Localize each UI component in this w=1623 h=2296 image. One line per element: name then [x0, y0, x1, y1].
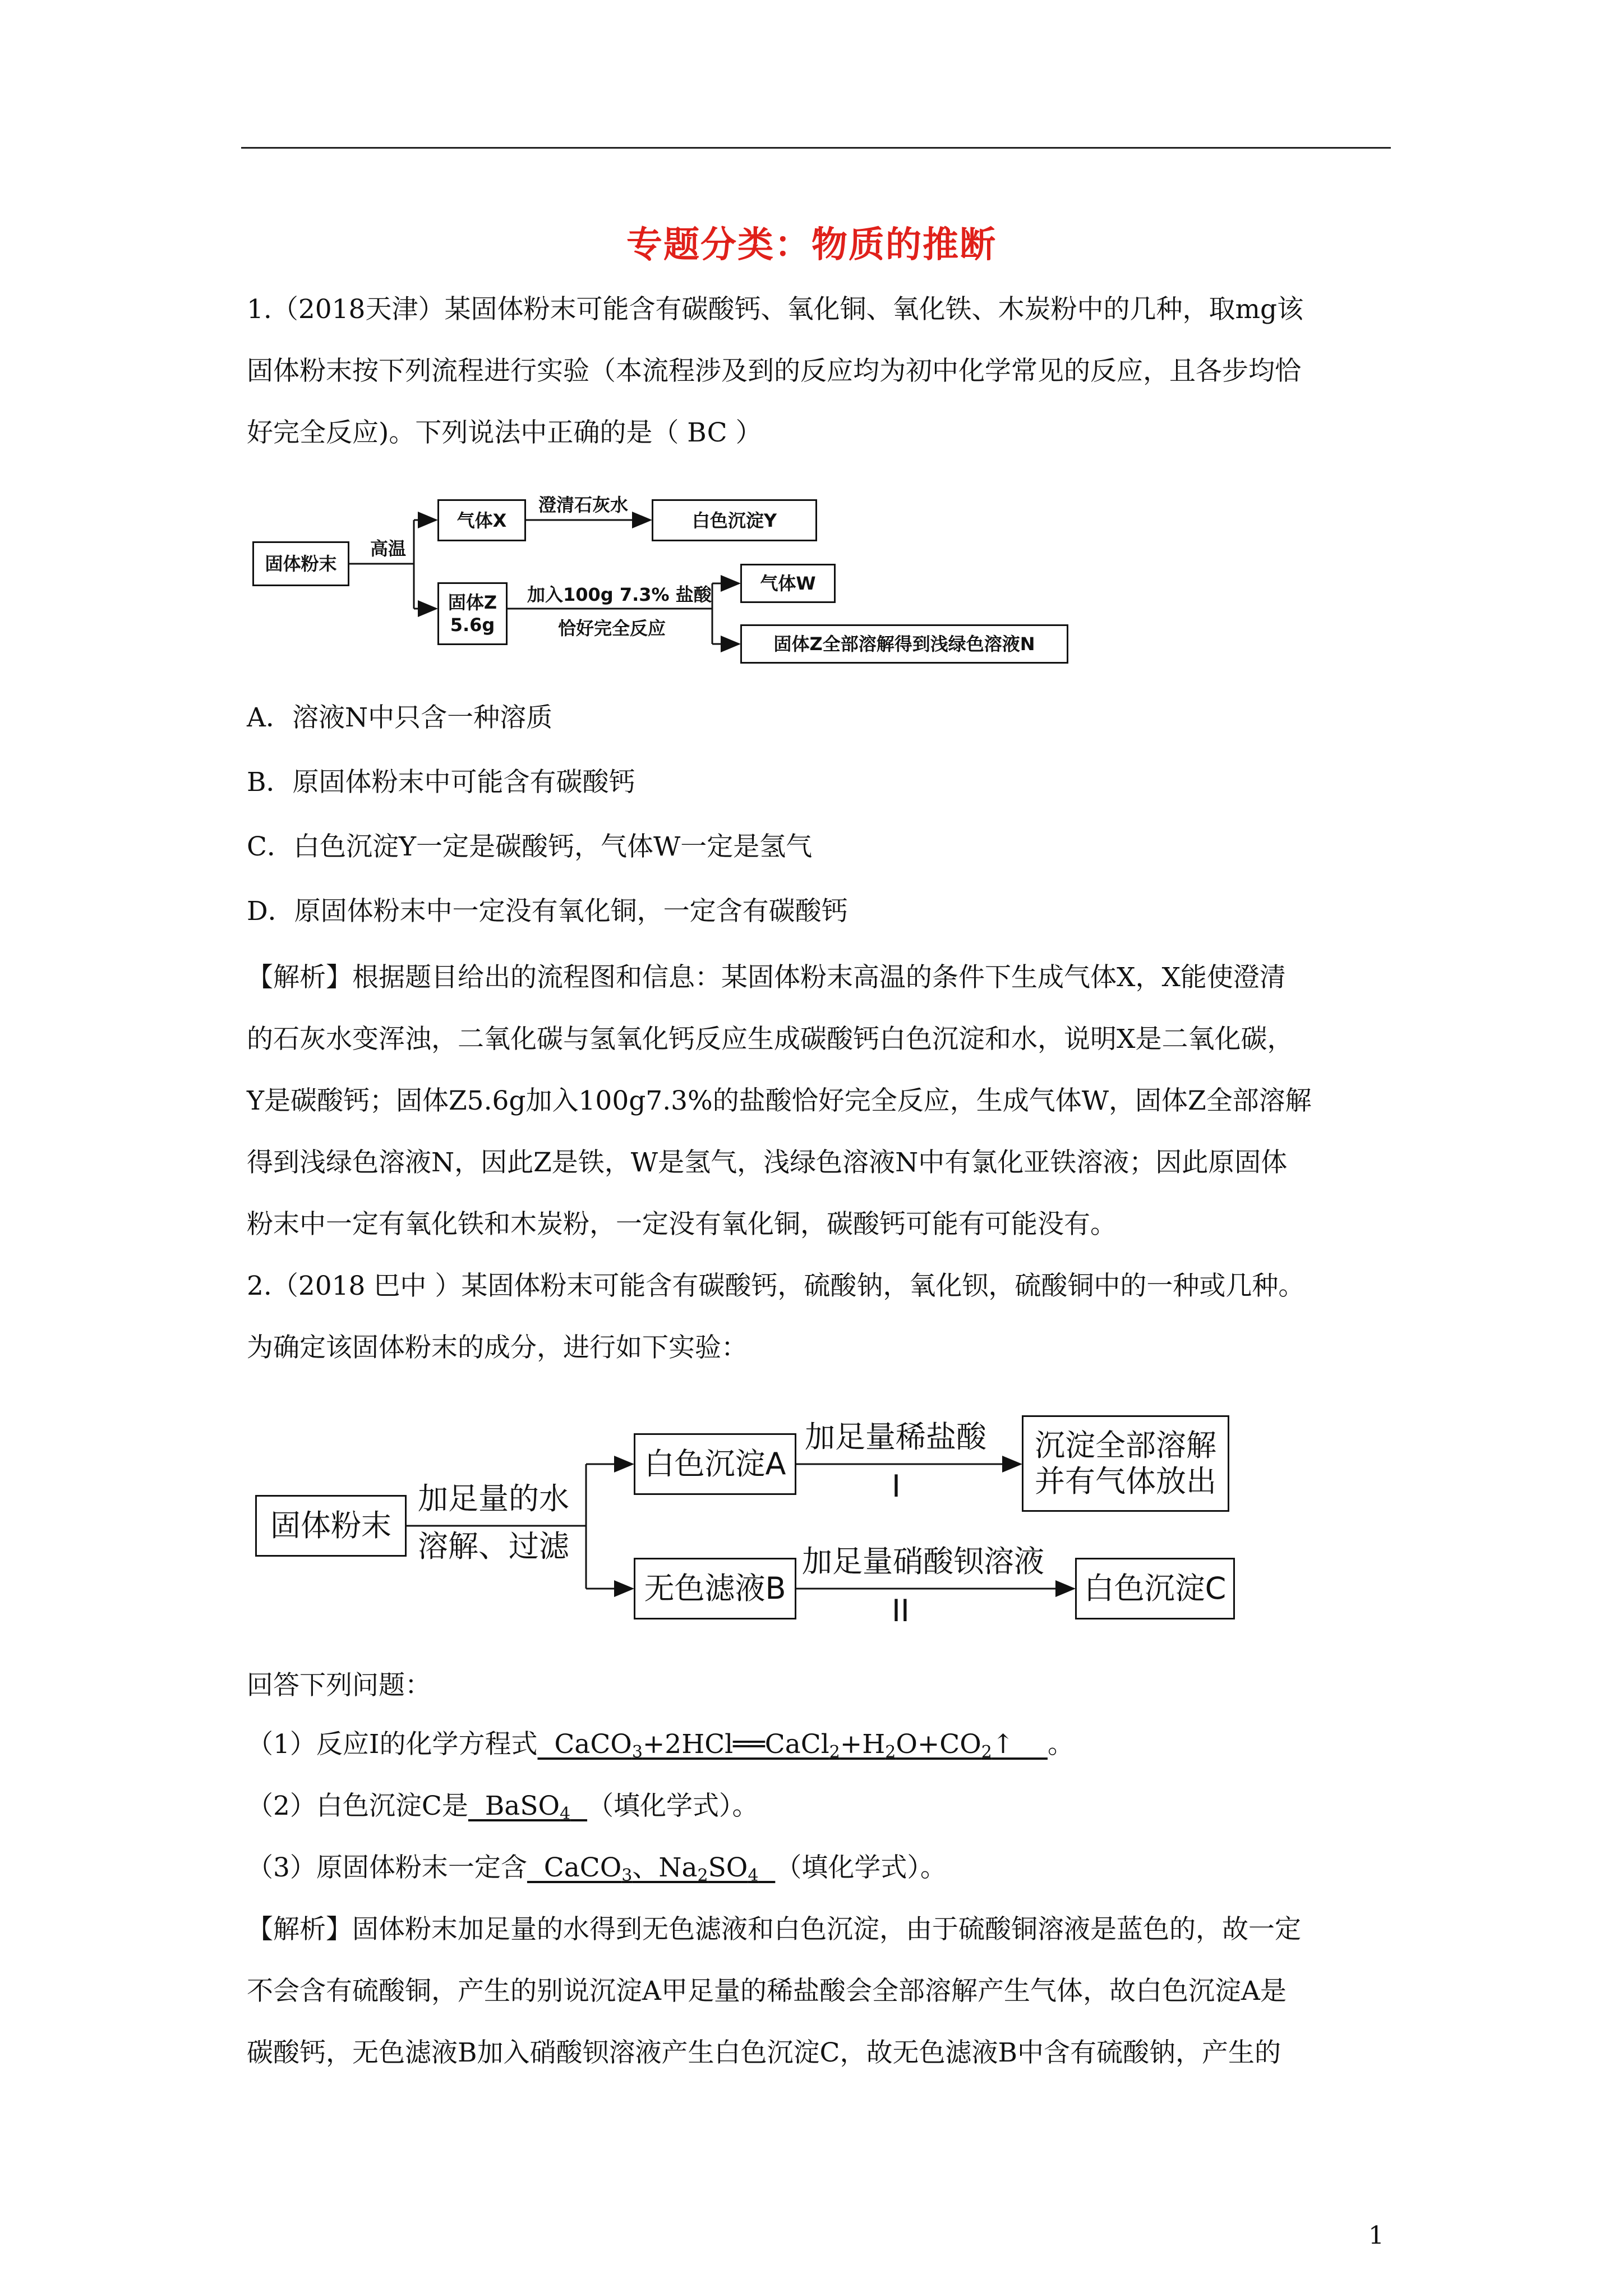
q2-line-2: 为确定该固体粉末的成分，进行如下实验：	[247, 1332, 748, 1363]
q2-box-white-ppt-c	[1075, 1558, 1235, 1619]
q1-option-a: A．溶液N中只含一种溶质	[247, 702, 553, 733]
q2-sub-1-answer: $CaCO_3+2HCl══CaCl_2+H_2O+CO_2↑$	[537, 1729, 1048, 1762]
q1-label-add-hcl: 加入100g 7.3% 盐酸	[527, 584, 712, 605]
q1-box-white-ppt-y	[652, 499, 817, 541]
q1-option-d: D．原固体粉末中一定没有氧化铜，一定含有碳酸钙	[247, 896, 848, 927]
q1-analysis-line-2: 的石灰水变浑浊，二氧化碳与氢氧化钙反应生成碳酸钙白色沉淀和水，说明X是二氧化碳，	[247, 1024, 1294, 1055]
q1-box-solution-n-label: 固体Z全部溶解得到浅绿色溶液N	[773, 633, 1035, 655]
q2-box-filtrate-b-label: 无色滤液B	[644, 1571, 786, 1606]
page-number: 1	[1368, 2221, 1384, 2250]
q1-analysis-line-4: 得到浅绿色溶液N，因此Z是铁，W是氢气，浅绿色溶液N中有氯化亚铁溶液；因此原固体	[247, 1147, 1288, 1178]
q1-box-gas-w-label: 气体W	[760, 573, 816, 594]
q2-label-add-hcl: 加足量稀盐酸	[805, 1419, 986, 1455]
q1-box-gas-x-label: 气体X	[457, 509, 507, 531]
q2-box-filtrate-b	[634, 1558, 796, 1619]
q1-line-1: 1.（2018天津）某固体粉末可能含有碳酸钙、氧化铜、氧化铁、木炭粉中的几种，取mg该	[247, 294, 1304, 325]
q2-sub-2-answer: BaSO$_4$	[468, 1791, 571, 1824]
q2-analysis-line-3: 碳酸钙，无色滤液B加入硝酸钡溶液产生白色沉淀C，故无色滤液B中含有硫酸钠，产生的	[247, 2037, 1281, 2068]
q1-box-solid-powder-label: 固体粉末	[265, 553, 337, 574]
q2-sub-3-prompt: （3）原固体粉末一定含	[247, 1852, 527, 1883]
q2-box-solid-powder-label: 固体粉末	[270, 1508, 391, 1543]
q2-analysis-line-2: 不会含有硫酸铜，产生的别说沉淀A甲足量的稀盐酸会全部溶解产生气体，故白色沉淀A是	[247, 1976, 1287, 2007]
q1-box-white-ppt-y-label: 白色沉淀Y	[691, 509, 777, 531]
q1-option-c: C．白色沉淀Y一定是碳酸钙，气体W一定是氢气	[247, 831, 813, 862]
q2-box-white-ppt-c-label: 白色沉淀C	[1083, 1571, 1227, 1606]
q2-sub-2-end: （填化学式）。	[587, 1791, 759, 1821]
q2-box-white-ppt-a-label: 白色沉淀A	[644, 1446, 786, 1481]
q1-label-high-temp: 高温	[370, 538, 407, 559]
q2-result-1-line-2: 并有气体放出	[1035, 1464, 1216, 1499]
q1-box-solid-z-mass: 5.6g	[450, 614, 495, 636]
page-title: 专题分类：物质的推断	[626, 224, 997, 266]
q1-label-exact: 恰好完全反应	[558, 618, 666, 639]
q1-box-gas-x	[437, 499, 526, 541]
q2-sub-3-answer: CaCO$_3$、$Na_2SO_4$	[527, 1852, 759, 1885]
q1-label-limewater: 澄清石灰水	[538, 494, 629, 516]
q2-label-dissolve-filter: 溶解、过滤	[418, 1529, 569, 1564]
q1-analysis-line-3: Y是碳酸钙；固体Z5.6g加入100g7.3%的盐酸恰好完全反应，生成气体W，固体Z全部溶解	[247, 1085, 1312, 1116]
q1-line-3: 好完全反应)。下列说法中正确的是（ BC ）	[247, 417, 762, 448]
q2-sub-1-prompt: （1）反应Ⅰ的化学方程式	[247, 1729, 538, 1760]
q2-ask: 回答下列问题：	[247, 1670, 431, 1701]
q2-box-result-1	[1022, 1415, 1229, 1512]
q2-sub-3	[247, 1851, 947, 1885]
q2-label-step-2: II	[892, 1593, 910, 1628]
q2-result-1-line-1: 沉淀全部溶解	[1035, 1428, 1216, 1463]
q2-label-add-water: 加足量的水	[418, 1481, 569, 1516]
q1-box-gas-w	[740, 564, 836, 603]
q2-sub-1	[247, 1728, 1074, 1761]
q2-analysis-line-1: 【解析】固体粉末加足量的水得到无色滤液和白色沉淀，由于硫酸铜溶液是蓝色的，故一定	[247, 1914, 1301, 1945]
q1-line-2: 固体粉末按下列流程进行实验（本流程涉及到的反应均为初中化学常见的反应，且各步均恰	[247, 356, 1301, 386]
q1-option-b: B．原固体粉末中可能含有碳酸钙	[247, 767, 635, 798]
q2-box-white-ppt-a	[634, 1433, 796, 1495]
q1-box-solution-n	[740, 624, 1068, 664]
q1-box-solid-z-label: 固体Z	[448, 592, 497, 613]
q2-sub-2-prompt: （2）白色沉淀C是	[247, 1791, 468, 1821]
q1-box-solid-powder	[252, 541, 349, 586]
q2-sub-3-end: （填化学式）。	[775, 1852, 947, 1883]
q2-label-add-barium-nitrate: 加足量硝酸钡溶液	[802, 1544, 1044, 1579]
q2-label-step-1: I	[892, 1469, 901, 1504]
q1-analysis-line-1: 【解析】根据题目给出的流程图和信息：某固体粉末高温的条件下生成气体X，X能使澄清	[247, 962, 1286, 993]
q1-box-solid-z	[437, 582, 508, 645]
q2-line-1: 2.（2018 巴中 ）某固体粉末可能含有碳酸钙，硫酸钠，氧化钡，硫酸铜中的一种或几种。	[247, 1271, 1305, 1301]
q2-box-solid-powder	[255, 1495, 407, 1557]
q2-sub-1-end: 。	[1047, 1729, 1074, 1760]
q2-sub-2	[247, 1789, 759, 1823]
q1-analysis-line-5: 粉末中一定有氧化铁和木炭粉，一定没有氧化铜，碳酸钙可能有可能没有。	[247, 1209, 1117, 1240]
